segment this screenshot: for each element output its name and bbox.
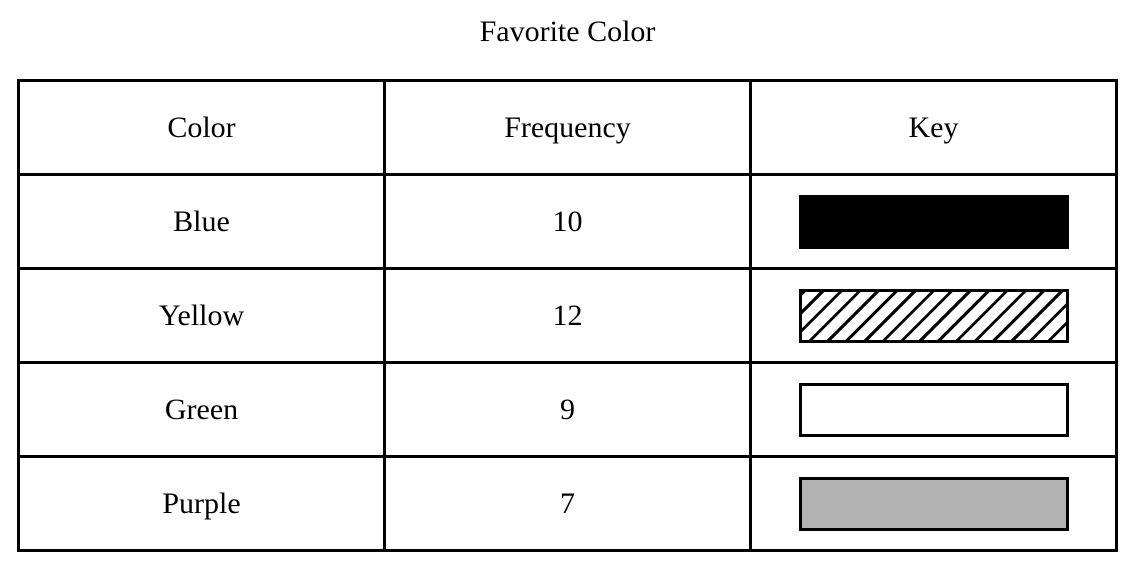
table-row [19,363,1117,457]
frequency-table [17,79,1118,552]
chart-title: Favorite Color [479,15,656,48]
key-swatch-green [799,383,1069,437]
key-swatch-yellow [799,289,1069,343]
table-row [19,269,1117,363]
color-name-cell: Blue [19,175,385,269]
header-key: Key [751,81,1117,175]
color-name-cell: Yellow [19,269,385,363]
frequency-cell: 10 [385,175,751,269]
key-cell [751,269,1117,363]
key-cell [751,457,1117,551]
key-cell [751,363,1117,457]
header-frequency: Frequency [385,81,751,175]
frequency-cell: 7 [385,457,751,551]
frequency-cell: 9 [385,363,751,457]
color-name-cell: Purple [19,457,385,551]
key-cell [751,175,1117,269]
header-row [19,81,1117,175]
header-color: Color [19,81,385,175]
key-swatch-purple [799,477,1069,531]
color-name-cell: Green [19,363,385,457]
table-row [19,175,1117,269]
frequency-cell: 12 [385,269,751,363]
key-swatch-blue [799,195,1069,249]
table-row [19,457,1117,551]
